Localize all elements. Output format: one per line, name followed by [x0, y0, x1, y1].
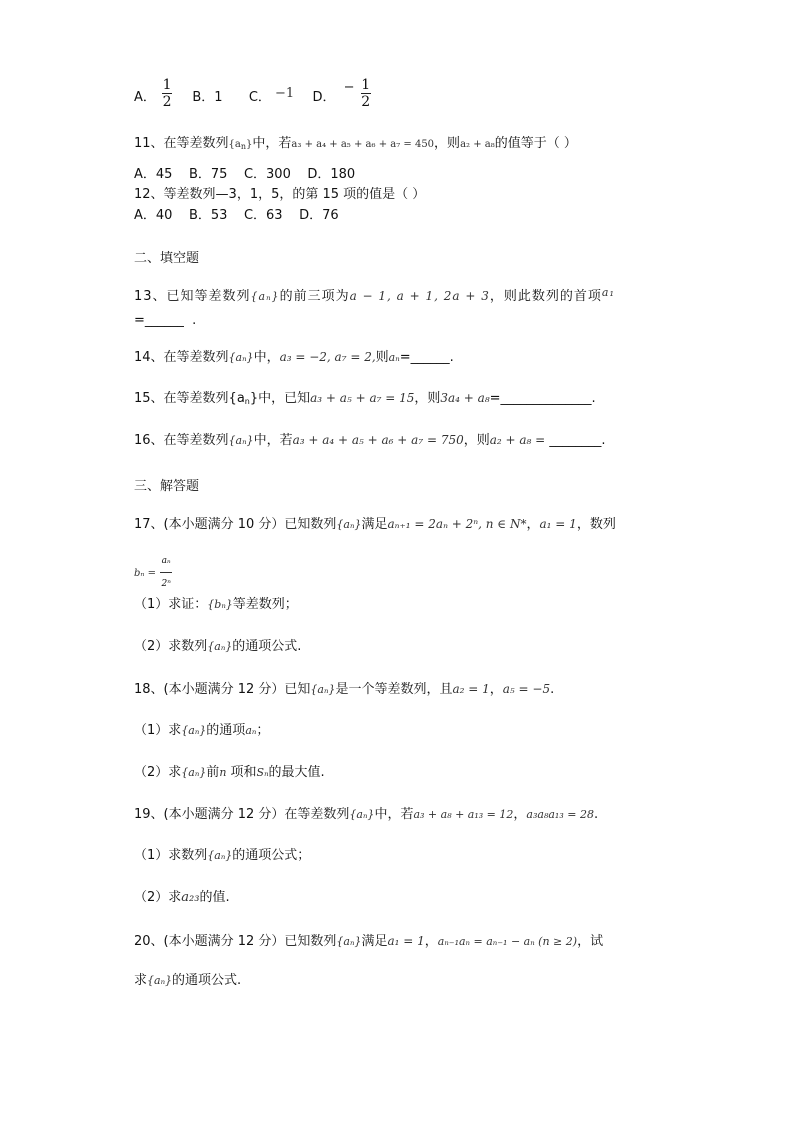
q14-mid2: 则	[375, 350, 389, 365]
q18-condition: a₂ = 1	[452, 682, 490, 696]
q15-post: =______________.	[489, 391, 596, 406]
question-11	[134, 135, 577, 156]
q19-condition2: a₃a₈a₁₃ = 28	[526, 808, 594, 821]
q16-condition: a₃ + a₄ + a₅ + a₆ + a₇ = 750	[292, 433, 464, 447]
q18-text: 18、(本小题满分 12 分）已知	[134, 682, 311, 697]
q15-condition: a₃ + a₅ + a₇ = 15	[310, 391, 415, 405]
section-fill-in-title: 二、填空题	[134, 251, 200, 266]
q18-mid: 是一个等差数列，且	[335, 682, 453, 697]
option-c-label: C．	[248, 90, 271, 105]
q17-p1-seq: {bₙ}	[207, 598, 233, 611]
q14-condition: a₃ = −2, a₇ = 2,	[279, 350, 376, 364]
q18-p2-mid: 前	[206, 765, 220, 780]
q17-mid: 满足	[361, 517, 388, 532]
q11-seq: $\{a_n\}$	[228, 139, 253, 151]
q11-text: 11、在等差数列	[134, 136, 229, 151]
option-d-numerator: 1	[361, 77, 371, 93]
q18-p2-s: Sₙ	[256, 766, 269, 779]
q17-p2-seq: {aₙ}	[207, 640, 233, 653]
option-a-numerator: 1	[162, 77, 172, 93]
q15-target: 3a₄ + a₈	[440, 391, 490, 405]
option-b: B．1	[192, 90, 223, 105]
q18-p1-mid: 的通项	[206, 723, 246, 738]
question-19	[134, 806, 598, 824]
q14-text: 14、在等差数列	[134, 350, 229, 365]
q16-mid: 中，若	[253, 433, 293, 448]
q20-seq: {aₙ}	[336, 935, 362, 948]
q18-p1-post: ；	[256, 723, 270, 738]
q13-text: 13、已知等差数列	[134, 289, 251, 304]
q13-a1: a₁	[601, 286, 615, 299]
q18-p2-seq: {aₙ}	[181, 766, 207, 779]
q11-mid2: ，则	[434, 136, 461, 151]
q19-seq: {aₙ}	[349, 808, 375, 821]
q16-post: ________.	[545, 433, 606, 448]
q16-mid2: ，则	[463, 433, 490, 448]
q20-l2-seq: {aₙ}	[147, 974, 173, 987]
q13-mid: 的前三项为	[279, 289, 350, 304]
q17-post: ，数列	[576, 517, 616, 532]
q19-part-1	[134, 847, 310, 865]
q17-mid2: ，	[526, 517, 540, 532]
q18-condition2: a₅ = −5	[502, 682, 551, 696]
q13-seq: {aₙ}	[250, 290, 280, 303]
q17-p2-post: 的通项公式.	[232, 639, 302, 654]
q19-post: .	[593, 807, 599, 822]
q18-p2-post: 的最大值.	[268, 765, 325, 780]
option-a-fraction	[162, 77, 172, 110]
q19-mid2: ，	[513, 807, 527, 822]
q11-post: 的值等于（ ）	[494, 136, 577, 151]
q19-p2-post: 的值.	[199, 890, 230, 905]
q16-text: 16、在等差数列	[134, 433, 229, 448]
option-d-label: D．	[312, 90, 336, 105]
option-d-denominator: 2	[361, 94, 371, 110]
q14-post: =______.	[399, 350, 454, 365]
q12-options: A．40 B．53 C．63 D．76	[134, 208, 339, 223]
option-c-value: −1	[275, 86, 295, 101]
q18-part-2	[134, 764, 325, 782]
q19-text: 19、(本小题满分 12 分）在等差数列	[134, 807, 350, 822]
q15-seq-sub: n	[244, 397, 250, 406]
q19-p2-pre: （2）求	[134, 890, 182, 905]
q19-p1-pre: （1）求数列	[134, 848, 208, 863]
q11-mid: 中，若	[252, 136, 292, 151]
q18-p1-target: aₙ	[245, 724, 257, 737]
q11-options: A．45 B．75 C．300 D．180	[134, 167, 356, 182]
option-d-sign: −	[343, 80, 355, 95]
section-answer-title: 三、解答题	[134, 479, 200, 494]
q18-post: .	[550, 682, 555, 697]
q10-options	[134, 70, 373, 116]
q17-p2-pre: （2）求数列	[134, 639, 208, 654]
q17-b-denominator: 2ⁿ	[161, 579, 171, 589]
q15-text: 15、在等差数列{a	[134, 391, 245, 406]
q20-l2-pre: 求	[134, 973, 148, 988]
q17-condition: aₙ₊₁ = 2aₙ + 2ⁿ, n ∈ N*	[387, 517, 527, 531]
q17-p1-pre: （1）求证：	[134, 597, 208, 612]
question-15	[134, 389, 596, 411]
q17-b-definition	[134, 550, 172, 595]
q17-part-2	[134, 638, 301, 656]
q17-b-lhs: bₙ =	[134, 568, 157, 579]
q19-p1-seq: {aₙ}	[207, 849, 233, 862]
q14-mid: 中，	[253, 350, 280, 365]
q18-seq: {aₙ}	[310, 683, 336, 696]
q19-mid: 中，若	[374, 807, 414, 822]
question-20	[134, 932, 603, 951]
q18-mid2: ，	[489, 682, 503, 697]
q20-mid: 满足	[361, 934, 388, 949]
option-a-denominator: 2	[162, 94, 172, 110]
option-d-fraction	[361, 77, 371, 110]
q20-condition: a₁ = 1	[387, 934, 425, 948]
q19-p1-post: 的通项公式；	[232, 848, 311, 863]
question-13	[134, 284, 615, 306]
question-12: 12、等差数列—3，1，5，的第 15 项的值是（ ）	[134, 187, 426, 202]
q13-answer-line: =______ .	[134, 313, 197, 328]
q16-target: a₂ + a₈ =	[489, 433, 546, 447]
q18-p2-n: n	[219, 766, 227, 779]
q17-b-fraction	[160, 550, 172, 595]
q20-mid2: ，	[424, 934, 438, 949]
q17-p1-post: 等差数列；	[232, 597, 298, 612]
q18-p1-pre: （1）求	[134, 723, 182, 738]
q18-p1-seq: {aₙ}	[181, 724, 207, 737]
q17-condition2: a₁ = 1	[539, 517, 577, 531]
q17-seq: {aₙ}	[336, 518, 362, 531]
question-14	[134, 348, 454, 367]
q20-line-2	[134, 972, 241, 990]
q17-b-numerator: aₙ	[161, 556, 171, 566]
question-18	[134, 680, 554, 699]
q17-part-1	[134, 596, 298, 614]
q14-target: aₙ	[388, 351, 400, 364]
q13-terms: a − 1, a + 1, 2a + 3	[349, 289, 490, 303]
q11-target: a₂ + a₈	[460, 139, 495, 150]
q13-post: ，则此数列的首项	[489, 289, 602, 304]
q20-text: 20、(本小题满分 12 分）已知数列	[134, 934, 337, 949]
q11-condition: a₃ + a₄ + a₅ + a₆ + a₇ = 450	[291, 139, 435, 150]
q16-seq: {aₙ}	[228, 434, 254, 447]
q18-p2-mid2: 项和	[226, 765, 257, 780]
q20-condition2: aₙ₋₁aₙ = aₙ₋₁ − aₙ (n ≥ 2)	[437, 935, 578, 948]
q14-seq: {aₙ}	[228, 351, 254, 364]
question-16	[134, 431, 606, 450]
q17-text: 17、(本小题满分 10 分）已知数列	[134, 517, 337, 532]
q18-part-1	[134, 722, 269, 740]
question-17	[134, 515, 616, 534]
q19-condition: a₃ + a₈ + a₁₃ = 12	[413, 808, 514, 821]
q20-post: ，试	[577, 934, 604, 949]
q15-mid2: ，则	[414, 391, 441, 406]
q19-p2-target: a₂₃	[181, 890, 200, 905]
q18-p2-pre: （2）求	[134, 765, 182, 780]
option-a-label: A．	[134, 90, 156, 105]
q20-l2-post: 的通项公式.	[172, 973, 242, 988]
q15-mid: }中，已知	[249, 391, 311, 406]
q19-part-2	[134, 889, 230, 907]
